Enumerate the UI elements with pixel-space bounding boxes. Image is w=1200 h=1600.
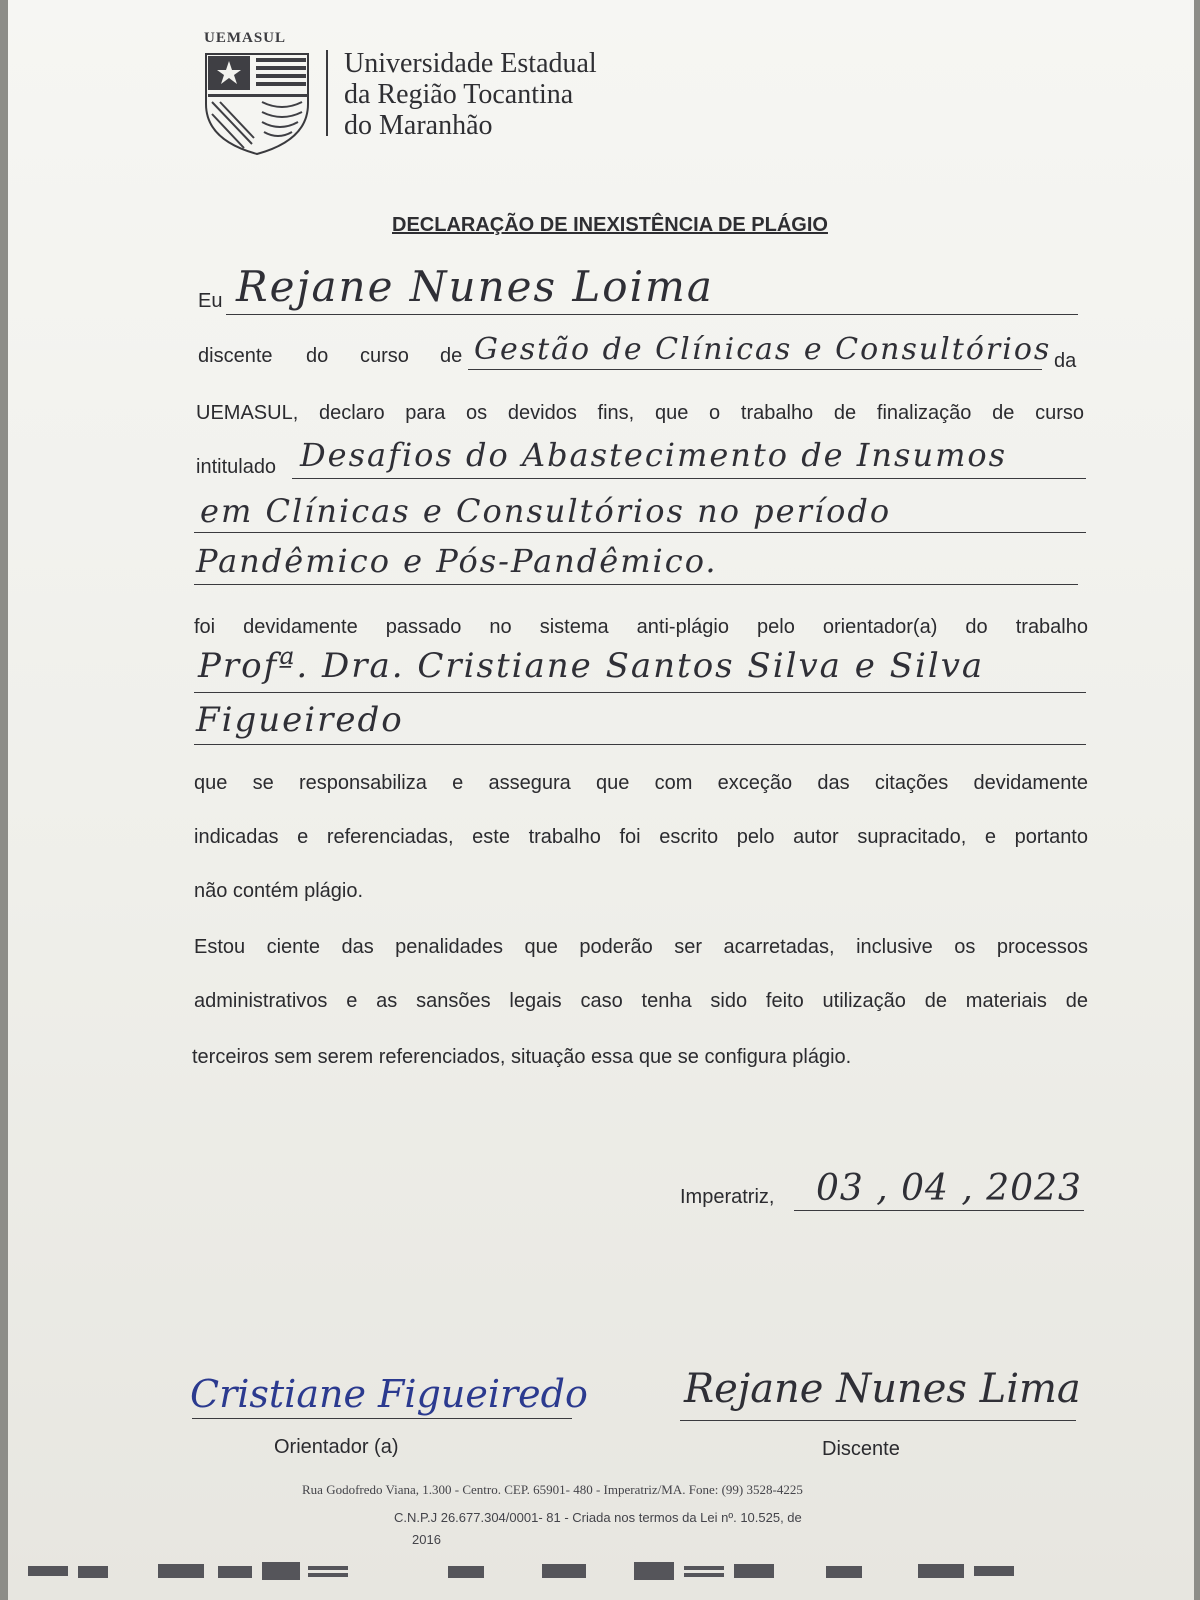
statement-line: UEMASUL, declaro para os devidos fins, que o trabalho de finalização de curso: [196, 402, 1084, 424]
university-logo: [204, 30, 316, 160]
course-underline: [468, 369, 1042, 370]
body-line: Estou ciente das penalidades que poderão ser acarretadas, inclusive os processos: [194, 936, 1088, 958]
work-title-line: em Clínicas e Consultórios no período: [200, 492, 892, 530]
student-signature-label: Discente: [822, 1438, 900, 1460]
course-prefix-1: discente: [198, 345, 273, 367]
student-name-handwritten: Rejane Nunes Loima: [236, 262, 714, 311]
university-name-line: da Região Tocantina: [344, 79, 574, 110]
title-underline-1: [292, 478, 1086, 479]
work-title-line: Desafios do Abastecimento de Insumos: [300, 436, 1008, 474]
checked-line: foi devidamente passado no sistema anti-plágio pelo orientador(a) do trabalho: [194, 616, 1088, 638]
body-line: administrativos e as sansões legais caso tenha sido feito utilização de materiais de: [194, 990, 1088, 1012]
date-handwritten: 03 , 04 , 2023: [816, 1168, 1082, 1209]
university-name-line: do Maranhão: [344, 110, 493, 141]
course-name-handwritten: Gestão de Clínicas e Consultórios: [474, 332, 1052, 367]
course-prefix-3: curso: [360, 345, 409, 367]
footer-decorative-strip: [8, 1558, 1194, 1586]
eu-label: Eu: [198, 290, 223, 312]
advisor-name-handwritten: Profª. Dra. Cristiane Santos Silva e Silva: [198, 646, 985, 686]
footer-address: Rua Godofredo Viana, 1.300 - Centro. CEP. 65901- 480 - Imperatriz/MA. Fone: (99) 3528-4225: [302, 1482, 803, 1497]
student-signature-line: [680, 1420, 1076, 1421]
course-prefix-2: do: [306, 345, 329, 367]
advisor-signature-label: Orientador (a): [274, 1436, 399, 1458]
advisor-underline-1: [194, 692, 1086, 693]
body-line: indicadas e referenciadas, este trabalho foi escrito pelo autor supracitado, e portanto: [194, 826, 1088, 848]
course-prefix-4: de: [440, 345, 463, 367]
header-divider: [326, 50, 328, 136]
work-title-line: Pandêmico e Pós-Pandêmico.: [196, 542, 718, 580]
advisor-name-handwritten: Figueiredo: [196, 700, 404, 740]
shield-emblem-icon: [204, 52, 312, 156]
body-line: que se responsabiliza e assegura que com exceção das citações devidamente: [194, 772, 1088, 794]
date-underline: [794, 1210, 1084, 1211]
body-line-last: não contém plágio.: [194, 880, 364, 902]
city-label: Imperatriz,: [680, 1186, 775, 1208]
logo-acronym: UEMASUL: [204, 30, 287, 46]
document-page: [8, 0, 1194, 1600]
advisor-underline-2: [194, 744, 1086, 745]
university-name: [344, 48, 597, 141]
footer-cnpj: C.N.P.J 26.677.304/0001- 81 - Criada nos termos da Lei nº. 10.525, de: [394, 1510, 802, 1525]
title-underline-2: [194, 532, 1086, 533]
body-line-last: terceiros sem serem referenciados, situação essa que se configura plágio.: [192, 1046, 852, 1068]
advisor-signature: Cristiane Figueiredo: [190, 1372, 588, 1416]
document-title: DECLARAÇÃO DE INEXISTÊNCIA DE PLÁGIO: [392, 214, 828, 236]
titled-label: intitulado: [196, 456, 277, 478]
footer-date-partial: 2016: [412, 1532, 441, 1547]
title-underline-3: [194, 584, 1078, 585]
name-underline: [226, 314, 1078, 315]
advisor-signature-line: [192, 1418, 572, 1419]
university-name-line: Universidade Estadual: [344, 48, 597, 79]
course-suffix: da: [1054, 350, 1077, 372]
student-signature: Rejane Nunes Lima: [684, 1366, 1081, 1412]
